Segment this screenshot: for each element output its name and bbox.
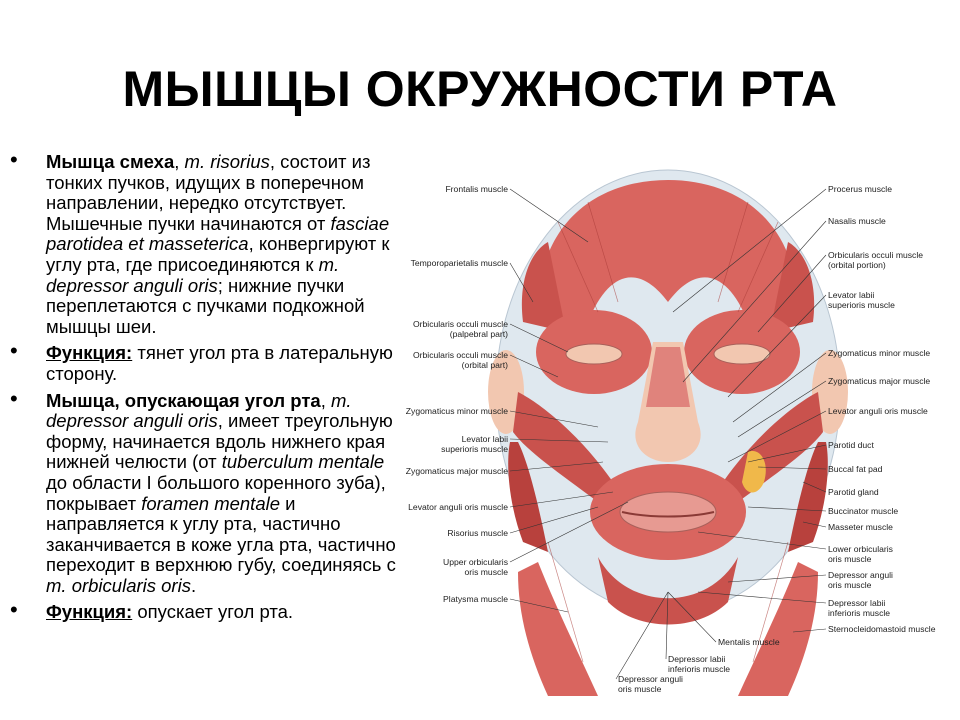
bullet-item [10,147,402,337]
label-right-2: Orbicularis occuli muscle (orbital portion) [828,250,924,270]
bullet-text-segment: fasciae parotidea et masseterica [46,212,390,255]
label-left-2: Orbicularis occuli muscle (palpebral part) [412,319,508,339]
label-left-6: Zygomaticus major muscle [405,466,508,476]
label-right-12: Lower orbicularis oris muscle [828,544,893,564]
bullet-text-segment: . [190,574,197,596]
bullet-text-segment: Функция: [46,601,133,623]
bullet-text-segment: , состоит из тонких пучков, идущих в поперечном направлении, нередко отсутствует. Мышечные пучки начинаются от [46,151,371,234]
eye-left [566,344,622,364]
bullet-text-segment: ; нижние пучки переплетаются с пучками подкожной мышцы шеи. [46,274,365,337]
label-bottom-0: Mentalis muscle [718,637,780,647]
label-right-10: Buccinator muscle [828,506,899,516]
bullet-text-segment: Мышца, опускающая угол рта [46,389,321,411]
page-title: МЫШЦЫ ОКРУЖНОСТИ РТА [122,61,838,117]
bullet-text-segment: foramen mentale [141,492,281,514]
bullet-text-segment: опускает угол рта. [132,601,294,623]
bullet-item [10,597,402,623]
facial-muscles-illustration [398,162,954,696]
bullet-text-segment: тянет угол рта в латеральную сторону. [46,342,393,384]
label-right-14: Depressor labii inferioris muscle [828,598,891,618]
bullet-item [10,338,402,384]
label-left-3: Orbicularis occuli muscle (orbital part) [412,350,508,370]
label-right-7: Parotid duct [828,440,874,450]
label-right-0: Procerus muscle [828,184,892,194]
frontalis-muscle [538,180,798,322]
label-right-6: Levator anguli oris muscle [828,406,928,416]
label-left-5: Levator labii superioris muscle [441,434,508,454]
bullet-text-segment: m. depressor anguli oris [46,389,352,432]
label-left-1: Temporoparietalis muscle [410,258,508,268]
label-left-9: Upper orbicularis oris muscle [443,557,508,577]
label-left-0: Frontalis muscle [445,184,508,194]
label-left-4: Zygomaticus minor muscle [405,406,508,416]
label-left-8: Risorius muscle [447,528,508,538]
label-right-15: Sternocleidomastoid muscle [828,624,936,634]
bullet-text-segment: m. depressor anguli oris [46,253,340,296]
text-column [10,147,402,629]
bullet-item [10,385,402,597]
label-right-4: Zygomaticus minor muscle [828,348,931,358]
bullet-text-segment: , [320,389,331,411]
bullet-text-segment: Мышца смеха [46,151,175,172]
bullet-text-segment: tuberculum mentale [221,451,385,473]
bullet-dot: • [10,597,18,623]
label-right-1: Nasalis muscle [828,216,886,226]
label-bottom-2: Depressor anguli oris muscle [618,674,683,694]
bullet-text-segment: , имеет треугольную форму, начинается вдоль нижнего края нижней челюсти (от [46,410,393,473]
label-right-11: Masseter muscle [828,522,893,532]
bullet-text-segment: , [174,151,185,172]
bullet-dot: • [10,338,18,364]
label-right-5: Zygomaticus major muscle [828,376,931,386]
bullet-text-segment: m. orbicularis oris [46,574,191,596]
label-left-10: Platysma muscle [443,594,508,604]
bullet-dot: • [10,147,18,172]
label-bottom-1: Depressor labii inferioris muscle [668,654,731,674]
bullet-dot: • [10,385,18,411]
lips [620,492,716,532]
label-left-7: Levator anguli oris muscle [408,502,508,512]
label-right-8: Buccal fat pad [828,464,883,474]
bullet-text-segment: Функция: [46,342,133,364]
label-right-3: Levator labii superioris muscle [828,290,895,310]
eye-right [714,344,770,364]
bullet-text-segment: m. risorius [184,151,270,172]
label-right-13: Depressor anguli oris muscle [828,570,893,590]
label-right-9: Parotid gland [828,487,879,497]
bullet-text-segment: и направляется к углу рта, частично заканчивается в коже угла рта, частично переходит в верхнюю губу, соединяясь с [46,492,396,576]
bullet-text-segment: , конвергируют к углу рта, где присоединяются к [46,233,390,275]
bullet-text-segment: до области I большого коренного зуба), покрывает [46,471,386,514]
